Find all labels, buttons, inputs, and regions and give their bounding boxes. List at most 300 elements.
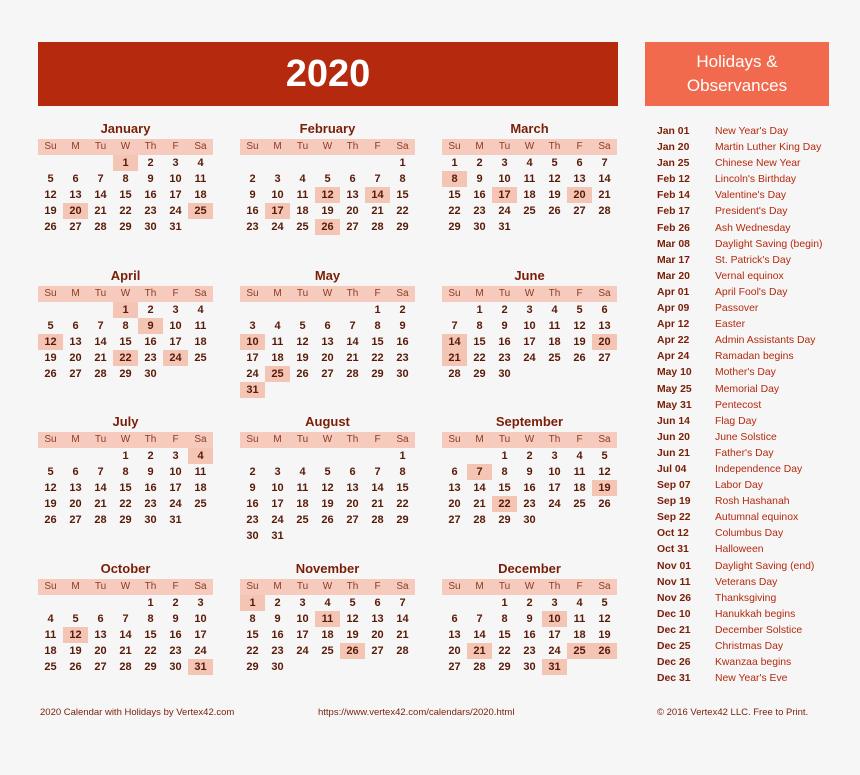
month-september bbox=[442, 414, 617, 528]
weekday-label: W bbox=[322, 581, 333, 592]
week-row bbox=[240, 318, 415, 334]
day-cell: 7 bbox=[122, 613, 129, 625]
weekday-label: Sa bbox=[598, 581, 611, 592]
day-cell: 15 bbox=[371, 336, 384, 348]
day-cell: 24 bbox=[548, 498, 561, 510]
day-cell: 5 bbox=[47, 320, 54, 332]
day-cell: 19 bbox=[592, 480, 617, 496]
holiday-row bbox=[645, 607, 855, 623]
day-cell: 13 bbox=[69, 482, 82, 494]
weekday-label: Tu bbox=[498, 434, 511, 445]
weekday-label: F bbox=[172, 581, 179, 592]
day-cell: 12 bbox=[38, 334, 63, 350]
holiday-name: Daylight Saving (begin) bbox=[715, 238, 823, 250]
weekday-header bbox=[240, 579, 415, 595]
day-cell: 12 bbox=[598, 613, 611, 625]
day-cell: 12 bbox=[598, 466, 611, 478]
weekday-label: Sa bbox=[598, 434, 611, 445]
day-cell: 8 bbox=[122, 466, 129, 478]
day-cell: 16 bbox=[144, 482, 157, 494]
holiday-date: Sep 19 bbox=[657, 496, 691, 508]
day-cell: 3 bbox=[172, 157, 179, 169]
empty-cell bbox=[63, 448, 88, 464]
day-cell: 23 bbox=[498, 352, 511, 364]
day-cell: 20 bbox=[346, 498, 359, 510]
holiday-name: Independence Day bbox=[715, 463, 803, 475]
day-cell: 12 bbox=[63, 627, 88, 643]
week-row bbox=[240, 448, 415, 464]
holiday-name: Passover bbox=[715, 303, 759, 315]
weekday-label: Su bbox=[44, 434, 57, 445]
month-february bbox=[240, 121, 415, 235]
day-cell: 1 bbox=[147, 597, 154, 609]
day-cell: 20 bbox=[94, 645, 107, 657]
weekday-header bbox=[442, 579, 617, 595]
day-cell: 26 bbox=[315, 219, 340, 235]
day-cell: 26 bbox=[592, 643, 617, 659]
day-cell: 9 bbox=[526, 466, 533, 478]
week-row bbox=[38, 464, 213, 480]
day-cell: 9 bbox=[476, 173, 483, 185]
empty-cell bbox=[240, 302, 265, 318]
week-row bbox=[38, 659, 213, 675]
day-cell: 15 bbox=[246, 629, 259, 641]
day-cell: 29 bbox=[473, 368, 486, 380]
week-row bbox=[442, 643, 617, 659]
day-cell: 2 bbox=[274, 597, 281, 609]
day-cell: 25 bbox=[188, 203, 213, 219]
day-cell: 14 bbox=[473, 629, 486, 641]
day-cell: 28 bbox=[346, 368, 359, 380]
day-cell: 13 bbox=[321, 336, 334, 348]
month-march bbox=[442, 121, 617, 235]
day-cell: 27 bbox=[69, 514, 82, 526]
day-cell: 23 bbox=[473, 205, 486, 217]
week-row bbox=[240, 155, 415, 171]
day-cell: 23 bbox=[271, 645, 284, 657]
day-cell: 29 bbox=[498, 514, 511, 526]
day-cell: 7 bbox=[97, 320, 104, 332]
day-cell: 17 bbox=[194, 629, 207, 641]
day-cell: 3 bbox=[274, 173, 281, 185]
empty-cell bbox=[240, 448, 265, 464]
holiday-row bbox=[645, 172, 855, 188]
empty-cell bbox=[38, 448, 63, 464]
day-cell: 25 bbox=[321, 645, 334, 657]
holiday-name: Pentecost bbox=[715, 399, 762, 411]
day-cell: 12 bbox=[296, 336, 309, 348]
weekday-label: Th bbox=[144, 581, 157, 592]
day-cell: 4 bbox=[576, 597, 583, 609]
day-cell: 13 bbox=[448, 482, 461, 494]
day-cell: 23 bbox=[144, 205, 157, 217]
holiday-row bbox=[645, 639, 855, 655]
day-cell: 6 bbox=[601, 304, 608, 316]
weekday-label: Th bbox=[548, 581, 561, 592]
day-cell: 14 bbox=[371, 482, 384, 494]
day-cell: 2 bbox=[249, 173, 256, 185]
holiday-date: Mar 08 bbox=[657, 238, 690, 250]
weekday-header bbox=[442, 139, 617, 155]
holiday-date: Feb 17 bbox=[657, 206, 690, 218]
weekday-label: Tu bbox=[498, 141, 511, 152]
month-title: August bbox=[305, 414, 350, 429]
weekday-label: Sa bbox=[598, 141, 611, 152]
empty-cell bbox=[315, 155, 340, 171]
week-row bbox=[38, 512, 213, 528]
weekday-label: Tu bbox=[296, 288, 309, 299]
day-cell: 8 bbox=[399, 466, 406, 478]
week-row bbox=[442, 595, 617, 611]
weekday-label: M bbox=[71, 141, 80, 152]
day-cell: 25 bbox=[194, 498, 207, 510]
day-cell: 18 bbox=[548, 336, 561, 348]
holiday-row bbox=[645, 285, 855, 301]
day-cell: 17 bbox=[169, 482, 182, 494]
day-cell: 4 bbox=[526, 157, 533, 169]
day-cell: 5 bbox=[324, 173, 331, 185]
holiday-row bbox=[645, 156, 855, 172]
day-cell: 19 bbox=[44, 205, 57, 217]
holiday-row bbox=[645, 253, 855, 269]
day-cell: 20 bbox=[448, 498, 461, 510]
day-cell: 12 bbox=[346, 613, 359, 625]
day-cell: 23 bbox=[246, 514, 259, 526]
footer-url[interactable]: https://www.vertex42.com/calendars/2020.html bbox=[318, 707, 515, 718]
month-title: March bbox=[510, 121, 549, 136]
weekday-label: Tu bbox=[94, 288, 107, 299]
week-row bbox=[240, 627, 415, 643]
day-cell: 18 bbox=[194, 189, 207, 201]
empty-cell bbox=[265, 448, 290, 464]
holiday-date: Jul 04 bbox=[657, 463, 687, 475]
holiday-row bbox=[645, 462, 855, 478]
day-cell: 8 bbox=[122, 320, 129, 332]
day-cell: 1 bbox=[374, 304, 381, 316]
day-cell: 28 bbox=[371, 221, 384, 233]
month-title: June bbox=[514, 268, 545, 283]
week-row bbox=[240, 219, 415, 235]
day-cell: 2 bbox=[249, 466, 256, 478]
day-cell: 11 bbox=[194, 466, 207, 478]
week-row bbox=[38, 448, 213, 464]
day-cell: 22 bbox=[371, 352, 384, 364]
holiday-name: Vernal equinox bbox=[715, 270, 784, 282]
day-cell: 20 bbox=[567, 187, 592, 203]
month-title: April bbox=[110, 268, 141, 283]
week-row bbox=[240, 595, 415, 611]
day-cell: 27 bbox=[69, 368, 82, 380]
empty-cell bbox=[290, 155, 315, 171]
day-cell: 10 bbox=[240, 334, 265, 350]
day-cell: 30 bbox=[144, 221, 157, 233]
empty-cell bbox=[365, 155, 390, 171]
day-cell: 19 bbox=[598, 629, 611, 641]
day-cell: 24 bbox=[523, 352, 536, 364]
day-cell: 27 bbox=[346, 221, 359, 233]
weekday-label: Su bbox=[448, 581, 461, 592]
weekday-label: F bbox=[576, 141, 583, 152]
weekday-label: M bbox=[273, 288, 282, 299]
day-cell: 17 bbox=[265, 203, 290, 219]
holiday-date: Sep 07 bbox=[657, 480, 691, 492]
day-cell: 31 bbox=[169, 221, 182, 233]
day-cell: 15 bbox=[119, 482, 132, 494]
day-cell: 15 bbox=[119, 336, 132, 348]
day-cell: 9 bbox=[138, 318, 163, 334]
day-cell: 26 bbox=[69, 661, 82, 673]
week-row bbox=[240, 496, 415, 512]
day-cell: 24 bbox=[548, 645, 561, 657]
holiday-name: President's Day bbox=[715, 206, 788, 218]
day-cell: 26 bbox=[44, 514, 57, 526]
day-cell: 6 bbox=[576, 157, 583, 169]
day-cell: 22 bbox=[396, 205, 409, 217]
day-cell: 16 bbox=[523, 482, 536, 494]
weekday-label: F bbox=[576, 288, 583, 299]
day-cell: 2 bbox=[399, 304, 406, 316]
day-cell: 28 bbox=[598, 205, 611, 217]
day-cell: 8 bbox=[249, 613, 256, 625]
weekday-label: Tu bbox=[498, 288, 511, 299]
day-cell: 14 bbox=[442, 334, 467, 350]
holiday-row bbox=[645, 221, 855, 237]
holiday-name: Lincoln's Birthday bbox=[715, 174, 797, 186]
day-cell: 13 bbox=[448, 629, 461, 641]
day-cell: 11 bbox=[523, 173, 536, 185]
holiday-date: Nov 11 bbox=[657, 576, 691, 588]
day-cell: 11 bbox=[573, 466, 586, 478]
day-cell: 18 bbox=[296, 498, 309, 510]
day-cell: 16 bbox=[169, 629, 182, 641]
holiday-date: Jun 21 bbox=[657, 447, 690, 459]
day-cell: 10 bbox=[523, 320, 536, 332]
holiday-date: Jun 20 bbox=[657, 431, 690, 443]
day-cell: 27 bbox=[448, 661, 461, 673]
holiday-name: Ramadan begins bbox=[715, 351, 794, 363]
month-title: December bbox=[498, 561, 561, 576]
day-cell: 3 bbox=[274, 466, 281, 478]
day-cell: 21 bbox=[371, 498, 384, 510]
holiday-list bbox=[645, 124, 855, 687]
day-cell: 18 bbox=[296, 205, 309, 217]
week-row bbox=[442, 627, 617, 643]
week-row bbox=[38, 219, 213, 235]
weekday-label: Tu bbox=[296, 434, 309, 445]
day-cell: 5 bbox=[72, 613, 79, 625]
day-cell: 21 bbox=[371, 205, 384, 217]
day-cell: 6 bbox=[72, 320, 79, 332]
weekday-label: M bbox=[71, 434, 80, 445]
month-august bbox=[240, 414, 415, 544]
weekday-label: F bbox=[374, 581, 381, 592]
day-cell: 14 bbox=[396, 613, 409, 625]
day-cell: 3 bbox=[172, 304, 179, 316]
weekday-label: Sa bbox=[396, 288, 409, 299]
day-cell: 5 bbox=[576, 304, 583, 316]
holiday-name: Chinese New Year bbox=[715, 158, 801, 170]
day-cell: 15 bbox=[448, 189, 461, 201]
day-cell: 16 bbox=[246, 498, 259, 510]
day-cell: 15 bbox=[498, 629, 511, 641]
day-cell: 10 bbox=[498, 173, 511, 185]
holiday-row bbox=[645, 494, 855, 510]
day-cell: 7 bbox=[601, 157, 608, 169]
day-cell: 30 bbox=[473, 221, 486, 233]
day-cell: 31 bbox=[498, 221, 511, 233]
weekday-label: F bbox=[576, 581, 583, 592]
day-cell: 1 bbox=[240, 595, 265, 611]
weekday-label: M bbox=[475, 141, 484, 152]
day-cell: 27 bbox=[573, 205, 586, 217]
day-cell: 6 bbox=[374, 597, 381, 609]
day-cell: 26 bbox=[44, 368, 57, 380]
day-cell: 2 bbox=[526, 450, 533, 462]
day-cell: 4 bbox=[197, 157, 204, 169]
empty-cell bbox=[265, 155, 290, 171]
day-cell: 27 bbox=[69, 221, 82, 233]
day-cell: 9 bbox=[249, 189, 256, 201]
week-row bbox=[38, 302, 213, 318]
day-cell: 4 bbox=[188, 448, 213, 464]
day-cell: 27 bbox=[448, 514, 461, 526]
weekday-label: Su bbox=[246, 288, 259, 299]
day-cell: 9 bbox=[147, 466, 154, 478]
weekday-header bbox=[240, 432, 415, 448]
holiday-name: Mother's Day bbox=[715, 367, 776, 379]
day-cell: 15 bbox=[498, 482, 511, 494]
day-cell: 16 bbox=[271, 629, 284, 641]
day-cell: 26 bbox=[44, 221, 57, 233]
day-cell: 6 bbox=[349, 466, 356, 478]
day-cell: 1 bbox=[501, 450, 508, 462]
holiday-name: New Year's Eve bbox=[715, 673, 788, 685]
week-row bbox=[442, 219, 617, 235]
week-row bbox=[442, 464, 617, 480]
holiday-name: Rosh Hashanah bbox=[715, 496, 790, 508]
holiday-date: Dec 31 bbox=[657, 673, 691, 685]
empty-cell bbox=[290, 302, 315, 318]
weekday-label: Th bbox=[144, 288, 157, 299]
empty-cell bbox=[365, 448, 390, 464]
week-row bbox=[240, 528, 415, 544]
weekday-label: W bbox=[120, 141, 131, 152]
holidays-title-line2: Observances bbox=[686, 76, 788, 95]
day-cell: 2 bbox=[172, 597, 179, 609]
holiday-row bbox=[645, 591, 855, 607]
day-cell: 25 bbox=[44, 661, 57, 673]
holiday-name: Veterans Day bbox=[715, 576, 778, 588]
holiday-row bbox=[645, 140, 855, 156]
day-cell: 21 bbox=[94, 352, 107, 364]
day-cell: 20 bbox=[321, 352, 334, 364]
day-cell: 30 bbox=[498, 368, 511, 380]
day-cell: 20 bbox=[592, 334, 617, 350]
day-cell: 21 bbox=[598, 189, 611, 201]
weekday-label: Th bbox=[548, 288, 561, 299]
empty-cell bbox=[63, 595, 88, 611]
day-cell: 16 bbox=[396, 336, 409, 348]
day-cell: 23 bbox=[144, 498, 157, 510]
day-cell: 29 bbox=[396, 514, 409, 526]
weekday-label: Th bbox=[346, 141, 359, 152]
day-cell: 10 bbox=[271, 482, 284, 494]
day-cell: 11 bbox=[296, 189, 309, 201]
day-cell: 22 bbox=[246, 645, 259, 657]
day-cell: 11 bbox=[573, 613, 586, 625]
day-cell: 26 bbox=[340, 643, 365, 659]
weekday-label: Su bbox=[44, 141, 57, 152]
holiday-date: May 10 bbox=[657, 367, 692, 379]
weekday-label: Su bbox=[246, 581, 259, 592]
empty-cell bbox=[340, 448, 365, 464]
day-cell: 21 bbox=[119, 645, 132, 657]
day-cell: 8 bbox=[399, 173, 406, 185]
weekday-label: Sa bbox=[194, 288, 207, 299]
day-cell: 10 bbox=[169, 466, 182, 478]
weekday-label: Su bbox=[44, 288, 57, 299]
week-row bbox=[442, 302, 617, 318]
week-row bbox=[442, 187, 617, 203]
day-cell: 12 bbox=[573, 320, 586, 332]
day-cell: 17 bbox=[169, 189, 182, 201]
weekday-label: Sa bbox=[194, 581, 207, 592]
empty-cell bbox=[340, 302, 365, 318]
week-row bbox=[442, 448, 617, 464]
week-row bbox=[38, 187, 213, 203]
day-cell: 21 bbox=[346, 352, 359, 364]
day-cell: 13 bbox=[371, 613, 384, 625]
day-cell: 13 bbox=[94, 629, 107, 641]
day-cell: 18 bbox=[44, 645, 57, 657]
holiday-name: Kwanzaa begins bbox=[715, 657, 792, 669]
holiday-name: Martin Luther King Day bbox=[715, 142, 822, 154]
empty-cell bbox=[38, 155, 63, 171]
day-cell: 4 bbox=[197, 304, 204, 316]
holiday-row bbox=[645, 526, 855, 542]
day-cell: 9 bbox=[526, 613, 533, 625]
day-cell: 30 bbox=[271, 661, 284, 673]
day-cell: 24 bbox=[163, 350, 188, 366]
weekday-label: Th bbox=[346, 581, 359, 592]
weekday-label: Su bbox=[448, 141, 461, 152]
day-cell: 8 bbox=[122, 173, 129, 185]
day-cell: 29 bbox=[498, 661, 511, 673]
empty-cell bbox=[63, 302, 88, 318]
day-cell: 9 bbox=[147, 173, 154, 185]
weekday-label: M bbox=[273, 581, 282, 592]
day-cell: 25 bbox=[523, 205, 536, 217]
month-may bbox=[240, 268, 415, 398]
day-cell: 31 bbox=[188, 659, 213, 675]
week-row bbox=[442, 659, 617, 675]
holiday-row bbox=[645, 398, 855, 414]
day-cell: 28 bbox=[396, 645, 409, 657]
holiday-name: Thanksgiving bbox=[715, 592, 777, 604]
holiday-name: Hanukkah begins bbox=[715, 608, 796, 620]
week-row bbox=[240, 643, 415, 659]
day-cell: 21 bbox=[473, 498, 486, 510]
holiday-name: Ash Wednesday bbox=[715, 222, 791, 234]
day-cell: 31 bbox=[542, 659, 567, 675]
week-row bbox=[442, 350, 617, 366]
day-cell: 21 bbox=[94, 205, 107, 217]
day-cell: 22 bbox=[473, 352, 486, 364]
weekday-label: W bbox=[524, 288, 535, 299]
day-cell: 17 bbox=[296, 629, 309, 641]
day-cell: 29 bbox=[119, 368, 132, 380]
day-cell: 5 bbox=[601, 450, 608, 462]
